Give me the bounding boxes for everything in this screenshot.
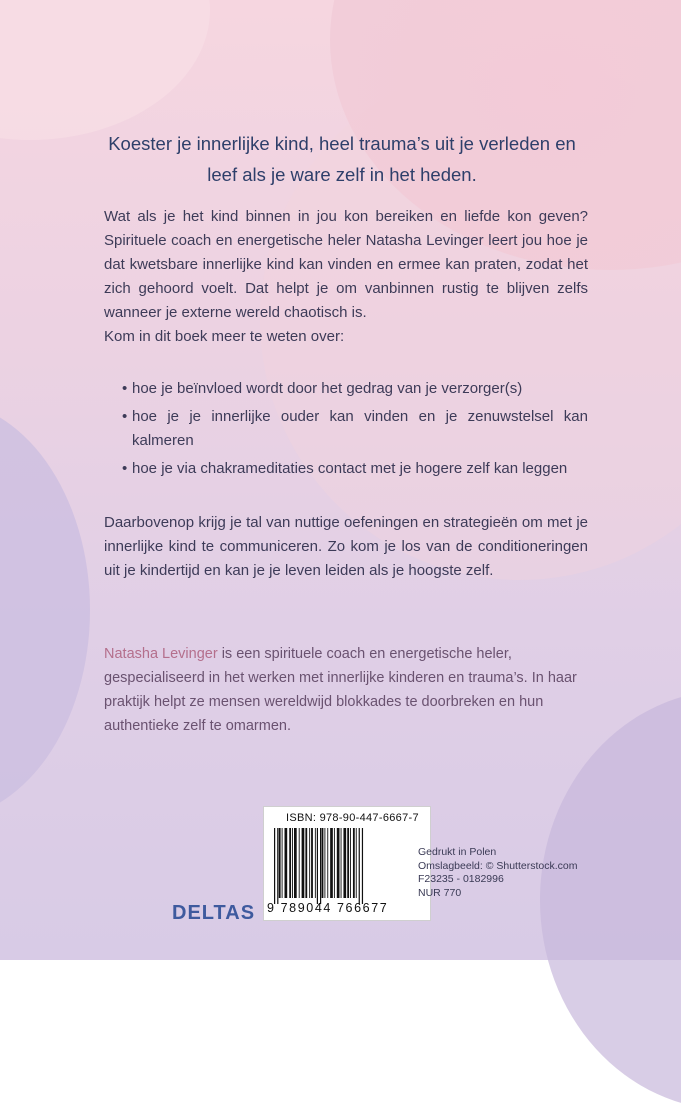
list-item [124, 405, 588, 453]
tagline: Koester je innerlijke kind, heel trauma’s uit je verleden en leef als je ware zelf in het heden. [108, 133, 576, 185]
cover-credit-text: Omslagbeeld: © Shutterstock.com [418, 859, 578, 872]
product-code-text: F23235 - 0182996 [418, 873, 504, 885]
list-item [124, 457, 588, 481]
isbn-label: ISBN: 978-90-447-6667-7 [286, 812, 419, 824]
intro-paragraph: Wat als je het kind binnen in jou kon bereiken en liefde kon geven? Spirituele coach en energetische heler Natasha Levinger leert jou hoe je dat kwetsbare innerlijke kind kan vinden en ermee kan praten, zodat het zich gehoord voelt. Dat helpt je om vanbinnen rustig te blijven zelfs wanneer je externe wereld chaotisch is. [104, 208, 588, 321]
lead-in-text: Kom in dit boek meer te weten over: [104, 328, 345, 345]
author-bio [104, 642, 590, 738]
barcode-bars [272, 828, 420, 904]
author-bio-text: is een spirituele coach en energetische heler, gespecialiseerd in het werken met innerlijke kinderen en trauma’s. In haar praktijk helpt ze mensen wereldwijd blokkades te doorbreken en hun authentieke zelf te omarmen. [104, 646, 577, 734]
bullet-icon: • [122, 408, 128, 425]
publisher-logo: DELTAS [172, 902, 256, 924]
blurb [104, 205, 588, 583]
list-item-text: hoe je beïnvloed wordt door het gedrag van je verzorger(s) [132, 380, 523, 397]
ean-digits: 9 789044 766677 [267, 901, 389, 915]
publication-info [418, 846, 577, 900]
extra-paragraph: Daarbovenop krijg je tal van nuttige oefeningen en strategieën om met je innerlijke kind te communiceren. Zo kom je los van de conditioneringen uit je kindertijd en kan je je leven leiden als je hoogste zelf. [104, 514, 588, 579]
topic-list [124, 377, 588, 481]
author-name: Natasha Levinger [104, 646, 218, 662]
list-item [124, 377, 588, 401]
nur-code-text: NUR 770 [418, 886, 462, 899]
barcode [263, 806, 431, 921]
list-item-text: hoe je je innerlijke ouder kan vinden en je zenuwstelsel kan kalmeren [132, 408, 588, 449]
bullet-icon: • [122, 460, 128, 477]
printed-in-text: Gedrukt in Polen [418, 846, 497, 858]
bullet-icon: • [122, 380, 128, 397]
list-item-text: hoe je via chakrameditaties contact met je hogere zelf kan leggen [132, 460, 568, 477]
